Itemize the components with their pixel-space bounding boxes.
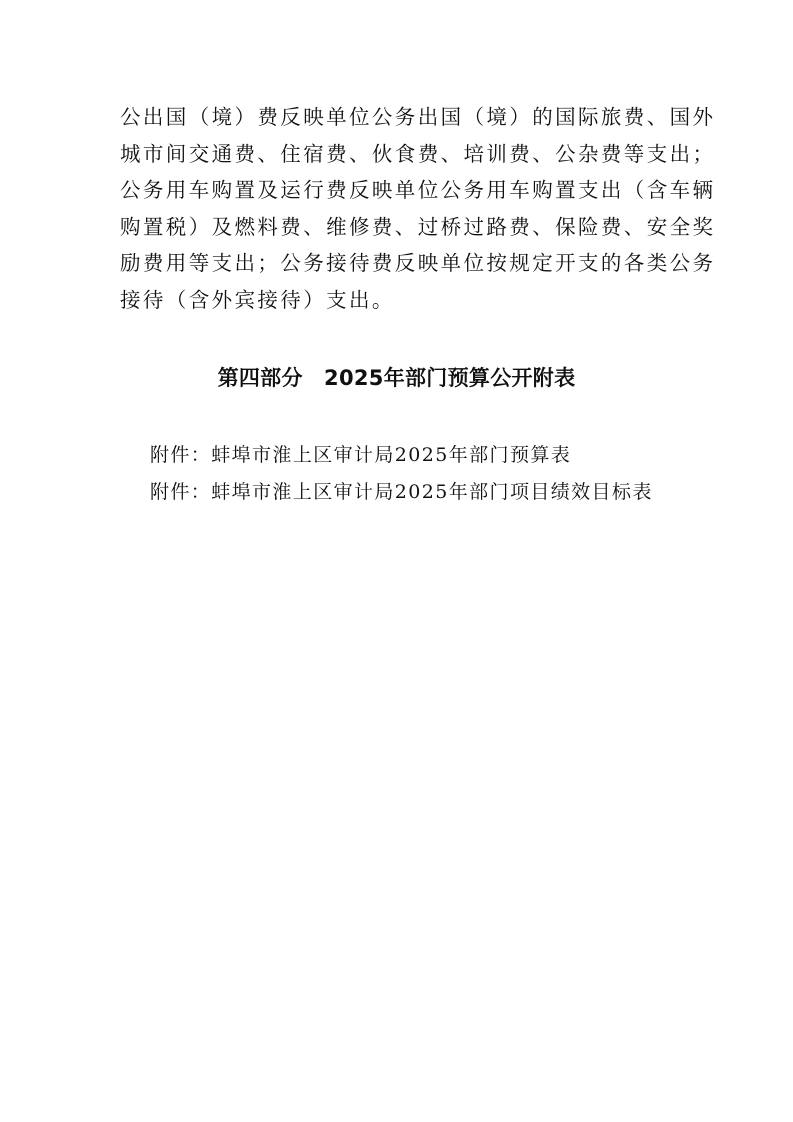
attachment-item-budget-table: 附件：蚌埠市淮上区审计局2025年部门预算表 bbox=[150, 444, 572, 466]
paragraph-line: 购置税）及燃料费、维修费、过桥过路费、保险费、安全奖 bbox=[120, 214, 716, 239]
paragraph-line: 城市间交通费、住宿费、伙食费、培训费、公杂费等支出； bbox=[120, 141, 716, 166]
body-paragraph bbox=[120, 99, 716, 319]
paragraph-line: 公出国（境）费反映单位公务出国（境）的国际旅费、国外 bbox=[120, 105, 716, 129]
attachment-list bbox=[150, 437, 710, 511]
section-heading: 第四部分 2025年部门预算公开附表 bbox=[217, 366, 576, 390]
paragraph-line: 励费用等支出；公务接待费反映单位按规定开支的各类公务 bbox=[120, 251, 716, 276]
paragraph-line: 接待（含外宾接待）支出。 bbox=[120, 287, 395, 312]
paragraph-line: 公务用车购置及运行费反映单位公务用车购置支出（含车辆 bbox=[120, 178, 716, 203]
attachment-item-performance-table: 附件：蚌埠市淮上区审计局2025年部门项目绩效目标表 bbox=[150, 481, 653, 503]
